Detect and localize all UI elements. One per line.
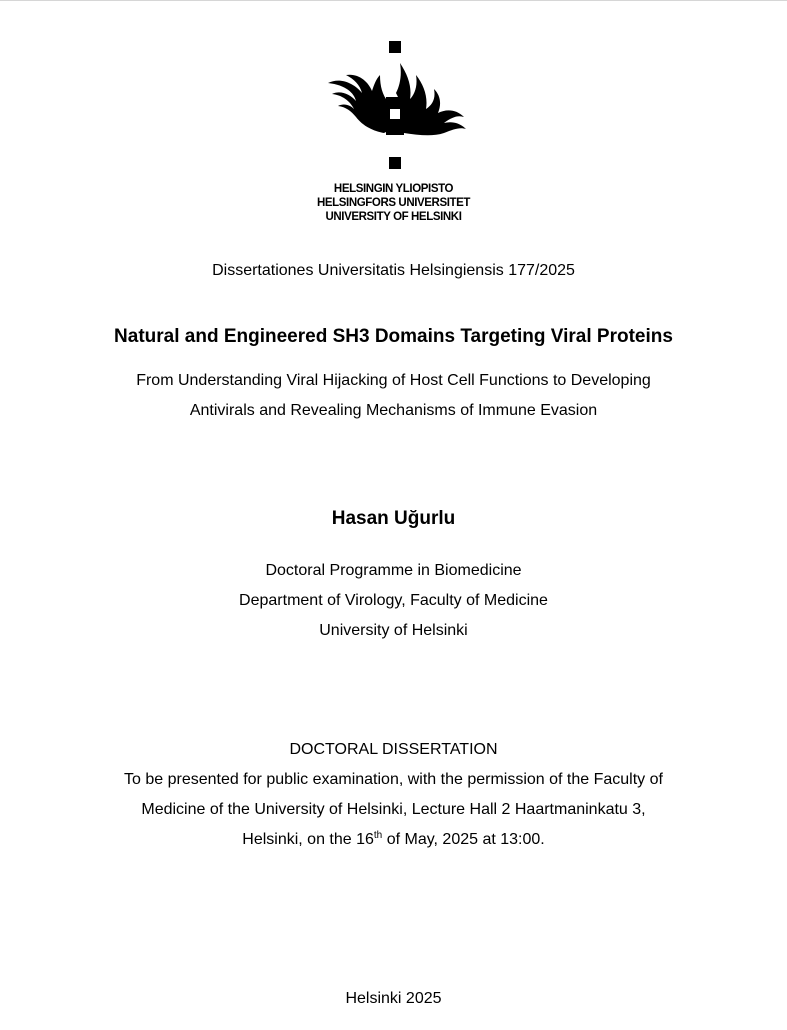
logo-right-flame bbox=[396, 63, 466, 135]
doctoral-programme: Doctoral Programme in Biomedicine bbox=[265, 562, 522, 579]
ordinal-suffix: th bbox=[373, 830, 383, 841]
author-name: Hasan Uğurlu bbox=[331, 508, 456, 529]
university: University of Helsinki bbox=[319, 622, 468, 639]
presentation-date-rest: of May, 2025 at 13:00. bbox=[382, 831, 545, 848]
logo-center-square bbox=[390, 109, 400, 119]
logo-bottom-square bbox=[389, 157, 401, 169]
university-name-en: UNIVERSITY OF HELSINKI bbox=[325, 211, 462, 223]
dissertation-title: Natural and Engineered SH3 Domains Targeting Viral Proteins bbox=[114, 326, 673, 347]
university-name-fi: HELSINGIN YLIOPISTO bbox=[333, 183, 454, 195]
presentation-line-2: Medicine of the University of Helsinki, Lecture Hall 2 Haartmaninkatu 3, bbox=[141, 801, 646, 818]
university-name-sv: HELSINGFORS UNIVERSITET bbox=[316, 197, 471, 209]
presentation-line-1: To be presented for public examination, with the permission of the Faculty of bbox=[124, 771, 663, 788]
logo-top-square bbox=[389, 41, 401, 53]
presentation-line-3 bbox=[0, 830, 787, 850]
place-and-year: Helsinki 2025 bbox=[345, 990, 442, 1007]
subtitle-line-2: Antivirals and Revealing Mechanisms of Immune Evasion bbox=[189, 402, 598, 419]
series-name: Dissertationes Universitatis Helsingiensis 177/2025 bbox=[212, 262, 575, 279]
presentation-date-text: Helsinki, on the 16 bbox=[242, 831, 374, 848]
subtitle-line-1: From Understanding Viral Hijacking of Host Cell Functions to Developing bbox=[136, 372, 651, 389]
department: Department of Virology, Faculty of Medicine bbox=[239, 592, 548, 609]
dissertation-label: DOCTORAL DISSERTATION bbox=[289, 741, 498, 758]
logo-left-flame bbox=[328, 75, 388, 133]
university-of-helsinki-logo bbox=[324, 39, 468, 173]
university-names bbox=[0, 182, 787, 224]
